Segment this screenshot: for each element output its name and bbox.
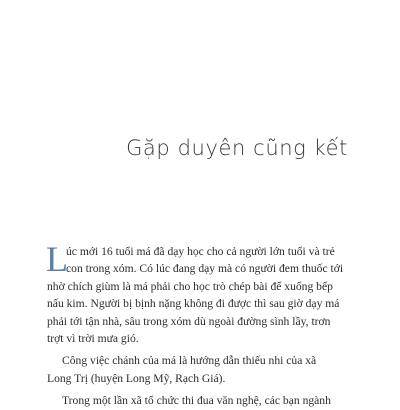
paragraph-3-line-1: Trong một lần xã tổ chức thi đua văn nghệ, các bạn ngành [62, 394, 331, 408]
chapter-title: Gặp duyên cũng kết [126, 136, 348, 160]
paragraph-1-line-6: trợt vì trời mưa gió. [47, 331, 139, 345]
paragraph-1-line-4: nấu kim. Người bị bịnh nặng không đi được thì sau giờ dạy má [47, 297, 340, 311]
chapter-body [46, 239, 363, 410]
paragraph-1-line-5: phải tới tận nhà, sâu trong xóm dù ngoài đường sình lầy, trơn [47, 314, 331, 328]
paragraph-2-line-1: Công việc chánh của má là hướng dẫn thiếu nhi của xã [62, 354, 317, 368]
paragraph-2-line-2: Long Trị (huyện Long Mỹ, Rạch Giá). [47, 371, 226, 385]
paragraph-1-line-2: con trong xóm. Có lúc đang dạy mà có người đem thuốc tới [66, 262, 344, 276]
paragraph-1-line-1-text: úc mới 16 tuổi má đã dạy học cho cả người lớn tuổi và trẻ [66, 245, 335, 258]
paragraph-1-line-3: nhờ chích giùm là má phải cho học trò chép bài để xuống bếp [47, 279, 333, 293]
drop-cap: L [46, 239, 68, 279]
